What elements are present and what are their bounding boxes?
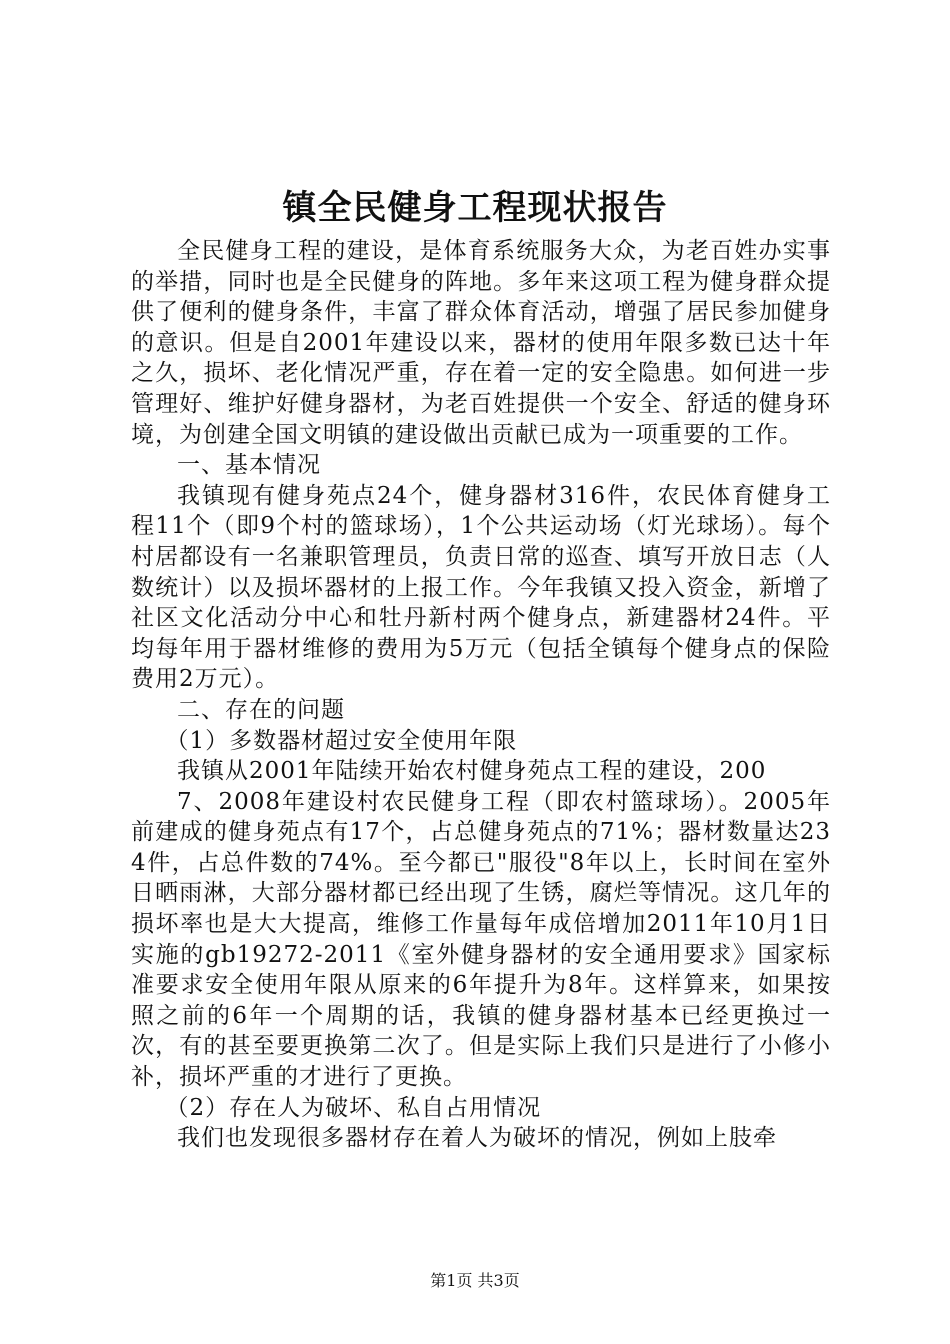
equipment-paragraph-start: 我镇从2001年陆续开始农村健身苑点工程的建设，200: [177, 758, 767, 785]
page-number-footer: 第1页 共3页: [430, 1271, 520, 1290]
basic-situation-paragraph: 我镇现有健身苑点24个，健身器材316件，农民体育健身工程11个（即9个村的篮球场），1个公共运动场（灯光球场）。每个村居都设有一名兼职管理员，负责日常的巡查、填写开放日志（人数统计）以及损坏器材的上报工作。今年我镇又投入资金，新增了社区文化活动分中心和牡丹新村两个健身点，新建器材24件。平均每年用于器材维修的费用为5万元（包括全镇每个健身点的保险费用2万元）。: [131, 482, 831, 693]
intro-paragraph: 全民健身工程的建设，是体育系统服务大众，为老百姓办实事的举措，同时也是全民健身的阵地。多年来这项工程为健身群众提供了便利的健身条件，丰富了群众体育活动，增强了居民参加健身的意识。但是自2001年建设以来，器材的使用年限多数已达十年之久，损坏、老化情况严重，存在着一定的安全隐患。如何进一步管理好、维护好健身器材，为老百姓提供一个安全、舒适的健身环境，为创建全国文明镇的建设做出贡献已成为一项重要的工作。: [131, 238, 831, 448]
document-title: 镇全民健身工程现状报告: [282, 188, 668, 228]
section-heading-basic-situation: 一、基本情况: [177, 452, 321, 479]
subheading-equipment-over-age: （1）多数器材超过安全使用年限: [165, 727, 518, 754]
document-body: [131, 236, 831, 1154]
vandalism-paragraph: 我们也发现很多器材存在着人为破坏的情况，例如上肢牵: [177, 1125, 777, 1152]
subheading-vandalism: （2）存在人为破坏、私自占用情况: [165, 1094, 542, 1121]
section-heading-problems: 二、存在的问题: [177, 696, 345, 723]
equipment-paragraph-continued: 7、2008年建设村农民健身工程（即农村篮球场）。2005年前建成的健身苑点有17个，占总健身苑点的71%；器材数量达234件，占总件数的74%。至今都已"服役"8年以上，长时间在室外日晒雨淋，大部分器材都已经出现了生锈，腐烂等情况。这几年的损坏率也是大大提高，维修工作量每年成倍增加2011年10月1日实施的gb19272-2011《室外健身器材的安全通用要求》国家标准要求安全使用年限从原来的6年提升为8年。这样算来，如果按照之前的6年一个周期的话，我镇的健身器材基本已经更换过一次，有的甚至要更换第二次了。但是实际上我们只是进行了小修小补，损坏严重的才进行了更换。: [131, 788, 831, 1091]
